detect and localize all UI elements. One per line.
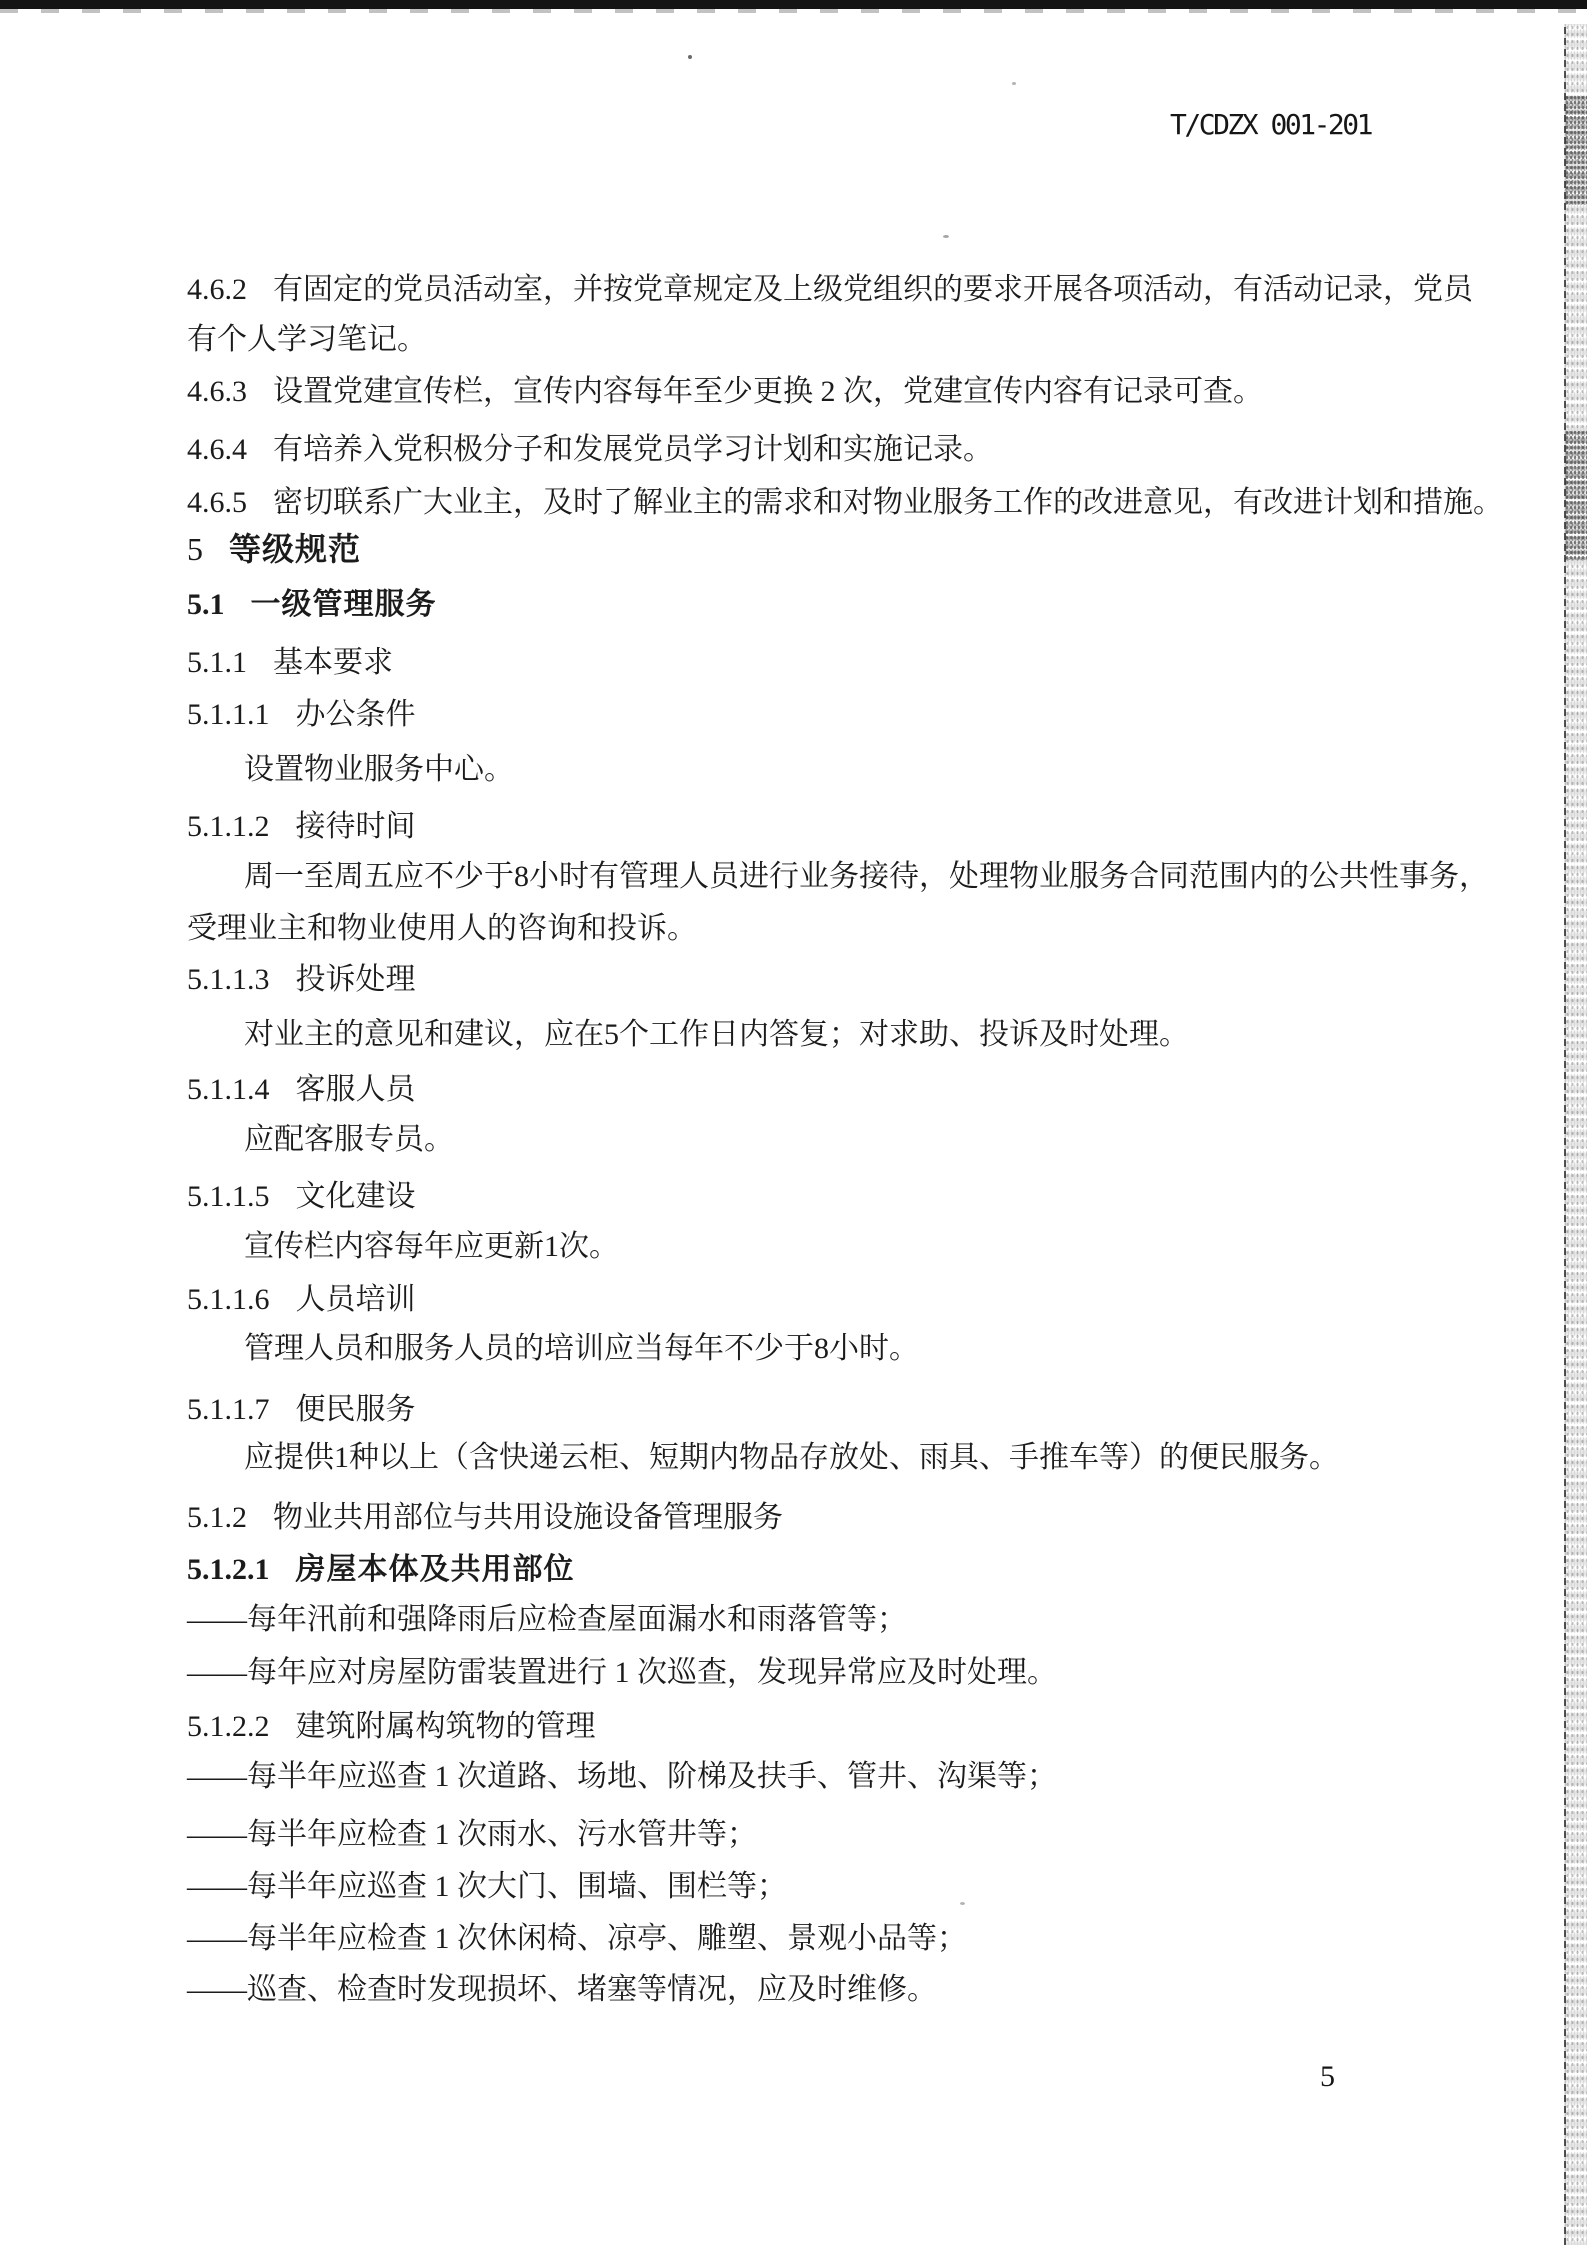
clause-text: 建筑附属构筑物的管理 (295, 1710, 596, 1743)
clause-text: 便民服务 (295, 1393, 416, 1426)
section-heading (187, 583, 1457, 627)
doc-line (244, 1327, 1514, 1371)
clause-text: 人员培训 (295, 1283, 416, 1316)
doc-line (187, 370, 1457, 414)
clause-number: 5.1.2.2 (187, 1710, 270, 1743)
scan-right-edge-noise (1565, 24, 1587, 2245)
doc-line (187, 268, 1473, 312)
clause-text: 对业主的意见和建议，应在5个工作日内答复；对求助、投诉及时处理。 (244, 1018, 1189, 1051)
doc-line (244, 748, 1514, 792)
list-item-line (187, 1813, 1457, 1857)
clause-text: 设置物业服务中心。 (244, 753, 514, 786)
clause-text: 有个人学习笔记。 (187, 323, 427, 356)
clause-text: 基本要求 (273, 646, 393, 679)
clause-number: 4.6.5 (187, 486, 247, 519)
clause-text: 管理人员和服务人员的培训应当每年不少于8小时。 (244, 1332, 919, 1365)
clause-number: 5.1.2.1 (187, 1553, 270, 1586)
list-item-line (187, 1865, 1457, 1909)
scan-right-edge-line (1564, 24, 1566, 2245)
clause-text: 应提供1种以上（含快递云柜、短期内物品存放处、雨具、手推车等）的便民服务。 (244, 1441, 1339, 1474)
document-code-header: T/CDZX 001-201 (1170, 108, 1372, 141)
clause-text: ——每年应对房屋防雷装置进行 1 次巡查，发现异常应及时处理。 (187, 1656, 1057, 1689)
scan-speck (688, 55, 692, 59)
doc-line (187, 481, 1503, 525)
section-heading (187, 693, 1457, 737)
scan-right-edge-blob (1565, 95, 1587, 205)
clause-number: 5.1.1.5 (187, 1180, 270, 1213)
section-heading (187, 958, 1457, 1002)
doc-line (244, 1436, 1514, 1480)
clause-text: 物业共用部位与共用设施设备管理服务 (273, 1501, 783, 1534)
list-item-line (187, 1917, 1457, 1961)
doc-line (244, 1118, 1514, 1162)
doc-line (244, 855, 1514, 899)
clause-number: 4.6.2 (187, 273, 247, 306)
clause-text: 应配客服专员。 (244, 1123, 454, 1156)
clause-text: 密切联系广大业主，及时了解业主的需求和对物业服务工作的改进意见，有改进计划和措施。 (273, 486, 1503, 519)
clause-text: 办公条件 (295, 698, 416, 731)
clause-text: ——巡查、检查时发现损坏、堵塞等情况，应及时维修。 (187, 1973, 937, 2006)
list-item-line (187, 1755, 1457, 1799)
clause-text: ——每半年应检查 1 次休闲椅、凉亭、雕塑、景观小品等； (187, 1922, 967, 1955)
clause-text: 有培养入党积极分子和发展党员学习计划和实施记录。 (273, 433, 993, 466)
clause-text: 设置党建宣传栏，宣传内容每年至少更换 2 次，党建宣传内容有记录可查。 (273, 375, 1263, 408)
clause-text: 房屋本体及共用部位 (295, 1553, 575, 1586)
doc-line (187, 318, 1457, 362)
clause-text: 等级规范 (229, 531, 362, 567)
section-heading (187, 527, 1457, 571)
clause-text: 客服人员 (295, 1073, 416, 1106)
clause-text: 接待时间 (295, 810, 416, 843)
section-heading (187, 1496, 1457, 1540)
section-heading (187, 641, 1457, 685)
clause-number: 5.1.1.4 (187, 1073, 270, 1106)
section-heading (187, 1705, 1457, 1749)
scan-speck (1012, 82, 1016, 85)
clause-number: 5.1.1.3 (187, 963, 270, 996)
section-heading (187, 1175, 1457, 1219)
list-item-line (187, 1651, 1457, 1695)
doc-line (187, 428, 1457, 472)
clause-number: 5.1.2 (187, 1501, 247, 1534)
clause-text: ——每半年应巡查 1 次大门、围墙、围栏等； (187, 1870, 787, 1903)
clause-number: 5.1.1.1 (187, 698, 270, 731)
doc-line (244, 1013, 1514, 1057)
doc-line (187, 907, 1457, 951)
list-item-line (187, 1598, 1457, 1642)
clause-number: 5.1 (187, 588, 225, 621)
clause-text: ——每年汛前和强降雨后应检查屋面漏水和雨落管等； (187, 1603, 907, 1636)
clause-text: 受理业主和物业使用人的咨询和投诉。 (187, 912, 697, 945)
scan-speck (943, 235, 949, 238)
list-item-line (187, 1968, 1457, 2012)
clause-number: 4.6.4 (187, 433, 247, 466)
page-number: 5 (1320, 2060, 1335, 2093)
clause-text: 一级管理服务 (250, 588, 437, 621)
clause-text: 周一至周五应不少于8小时有管理人员进行业务接待，处理物业服务合同范围内的公共性事务， (244, 860, 1489, 893)
scan-top-edge-band (0, 0, 1587, 9)
clause-text: ——每半年应检查 1 次雨水、污水管井等； (187, 1818, 757, 1851)
section-heading (187, 1068, 1457, 1112)
clause-number: 5.1.1.7 (187, 1393, 270, 1426)
doc-line (244, 1225, 1514, 1269)
section-heading (187, 1548, 1457, 1592)
clause-number: 4.6.3 (187, 375, 247, 408)
scan-right-edge-blob (1565, 430, 1587, 560)
section-heading (187, 1278, 1457, 1322)
clause-number: 5.1.1.6 (187, 1283, 270, 1316)
clause-text: 文化建设 (295, 1180, 416, 1213)
section-heading (187, 1388, 1457, 1432)
clause-text: ——每半年应巡查 1 次道路、场地、阶梯及扶手、管井、沟渠等； (187, 1760, 1057, 1793)
section-heading (187, 805, 1457, 849)
clause-text: 宣传栏内容每年应更新1次。 (244, 1230, 619, 1263)
clause-number: 5.1.1 (187, 646, 247, 679)
clause-text: 投诉处理 (295, 963, 416, 996)
clause-number: 5.1.1.2 (187, 810, 270, 843)
clause-number: 5 (187, 531, 203, 567)
clause-text: 有固定的党员活动室，并按党章规定及上级党组织的要求开展各项活动，有活动记录，党员 (273, 273, 1473, 306)
